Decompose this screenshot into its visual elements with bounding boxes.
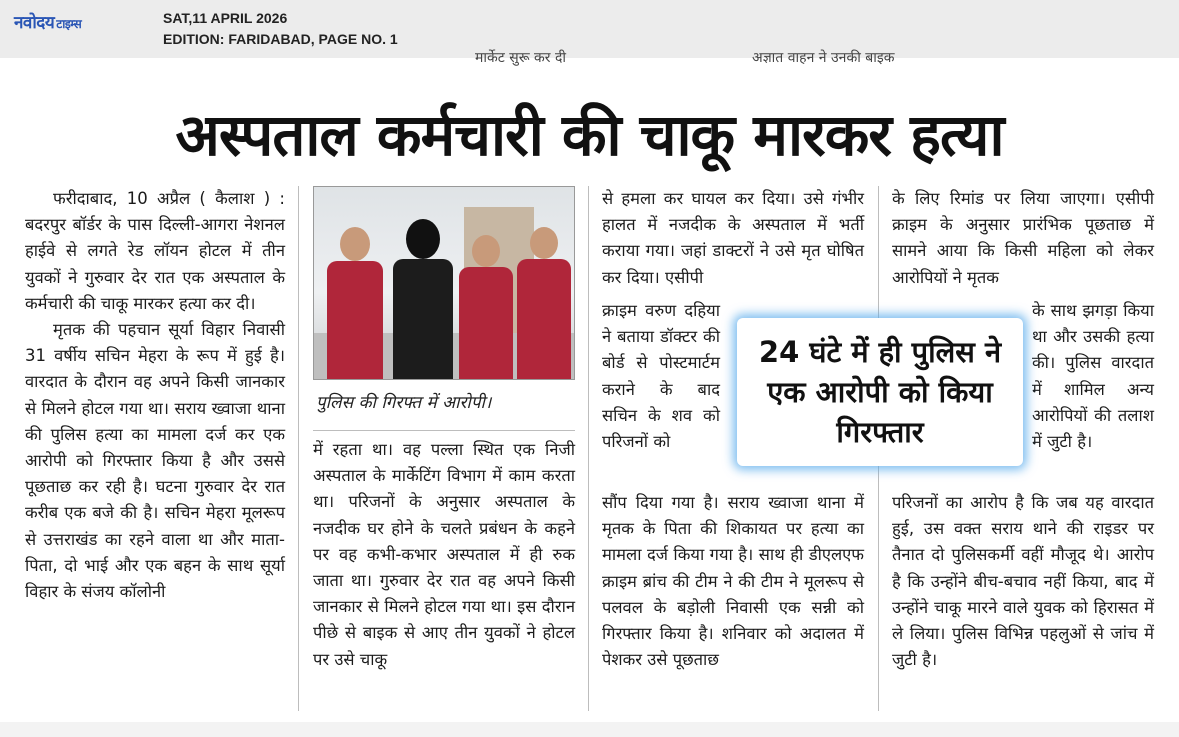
paragraph-3: में रहता था। वह पल्ला स्थित एक निजी अस्पताल के मार्केटिंग विभाग में काम करता था। परिजनों के अनुसार अस्पताल के नजदीक घर होने के चलते प्रबंधन के कहने पर वह कभी-कभार अस्पताल में ही रुक जाता था। गुरुवार देर रात वह अपने किसी जानकार से मिलने होटल गया था। इस दौरान पीछे से बाइक से आए तीन युवकों ने होटल पर उसे चाकू bbox=[313, 440, 575, 669]
accused-figure bbox=[390, 219, 456, 379]
policeman-figure bbox=[516, 227, 572, 379]
logo-main-text: नवोदय bbox=[14, 13, 55, 33]
column-rule-2 bbox=[588, 186, 589, 711]
article-column-4-bottom bbox=[892, 490, 1154, 673]
policeman-figure bbox=[458, 235, 514, 379]
bottom-edge bbox=[0, 722, 1179, 737]
edition-info bbox=[163, 8, 398, 50]
article-column-4-top bbox=[892, 186, 1154, 291]
logo-sub-text: टाइम्स bbox=[56, 17, 82, 31]
clipped-previous-article bbox=[0, 46, 1179, 66]
article-column-3-narrow bbox=[602, 298, 720, 455]
newspaper-logo[interactable] bbox=[14, 10, 81, 33]
policeman-figure bbox=[326, 227, 384, 379]
paragraph-7: के लिए रिमांड पर लिया जाएगा। एसीपी क्राइम के अनुसार प्रारंभिक पूछताछ में सामने आया कि किसी महिला को लेकर आरोपियों ने मृतक bbox=[892, 189, 1154, 287]
paragraph-9: परिजनों का आरोप है कि जब यह वारदात हुई, उस वक्त सराय थाने की राइडर पर तैनात दो पुलिसकर्मी वहीं मौजूद थे। आरोप है कि उन्होंने बीच-बचाव नहीं किया, बाद में उन्होंने चाकू मारने वाले युवक को हिरासत में ले लिया। पुलिस विभिन्न पहलुओं से जांच में जुटी है। bbox=[892, 493, 1154, 670]
callout-text: 24 घंटे में ही पुलिस ने एक आरोपी को किया गिरफ्तार bbox=[758, 335, 1002, 449]
paragraph-6: सौंप दिया गया है। सराय ख्वाजा थाना में मृतक के पिता की शिकायत पर हत्या का मामला दर्ज किया गया है। साथ ही डीएलएफ क्राइम ब्रांच की टीम ने की टीम ने मूलरूप से पलवल के बड़ोली निवासी एक सन्नी को गिरफ्तार किया है। शनिवार को अदालत में पेशकर उसे पूछताछ bbox=[602, 493, 864, 670]
paragraph-1: फरीदाबाद, 10 अप्रैल ( कैलाश ) : बदरपुर बॉर्डर के पास दिल्ली-आगरा नेशनल हाईवे से लगते रेड लॉयन होटल में तीन युवकों ने गुरुवार देर रात एक अस्पताल के कर्मचारी की चाकू मारकर हत्या कर दी। bbox=[25, 189, 285, 313]
edition-page: EDITION: FARIDABAD, PAGE NO. 1 bbox=[163, 31, 398, 47]
paragraph-5: क्राइम वरुण दहिया ने बताया डॉक्टर की बोर्ड से पोस्टमार्टम कराने के बाद सचिन के शव को परिजनों को bbox=[602, 301, 720, 452]
article-column-3-top bbox=[602, 186, 864, 291]
headline: अस्पताल कर्मचारी की चाकू मारकर हत्या bbox=[175, 101, 1004, 169]
article-column-2 bbox=[313, 437, 575, 673]
paragraph-8: के साथ झगड़ा किया था और उसकी हत्या की। पुलिस वारदात में शामिल अन्य आरोपियों की तलाश में जुटी है। bbox=[1032, 301, 1154, 452]
news-photo bbox=[313, 186, 575, 380]
paragraph-4: से हमला कर घायल कर दिया। उसे गंभीर हालत में नजदीक के अस्पताल में भर्ती कराया गया। जहां डाक्टरों ने उसे मृत घोषित कर दिया। एसीपी bbox=[602, 189, 864, 287]
edition-date: SAT,11 APRIL 2026 bbox=[163, 10, 288, 26]
article-column-1 bbox=[25, 186, 285, 605]
highlight-callout bbox=[737, 318, 1023, 466]
paragraph-2: मृतक की पहचान सूर्या विहार निवासी 31 वर्षीय सचिन मेहरा के रूप में हुई है। वारदात के दौरान वह अपने किसी जानकार से मिलने होटल गया था। सराय ख्वाजा थाना की पुलिस हत्या का मामला दर्ज कर एक आरोपी को गिरफ्तार किया है और उससे पूछताछ कर रही है। घटना गुरुवार देर रात करीब एक बजे की है। सचिन मेहरा मूलरूप से उत्तराखंड का रहने वाला था और माता-पिता, दो भाई और एक बहन के साथ सूर्या विहार के संजय कॉलोनी bbox=[25, 320, 285, 602]
article-column-3-bottom bbox=[602, 490, 864, 673]
article-column-4-narrow bbox=[1032, 298, 1154, 455]
clipped-fragment-1: मार्केट सुरू कर दी bbox=[475, 50, 567, 66]
caption-rule bbox=[313, 430, 575, 431]
photo-caption: पुलिस की गिरफ्त में आरोपी। bbox=[316, 393, 492, 413]
clipped-fragment-2: अज्ञात वाहन ने उनकी बाइक bbox=[752, 50, 895, 66]
column-rule-1 bbox=[298, 186, 299, 711]
